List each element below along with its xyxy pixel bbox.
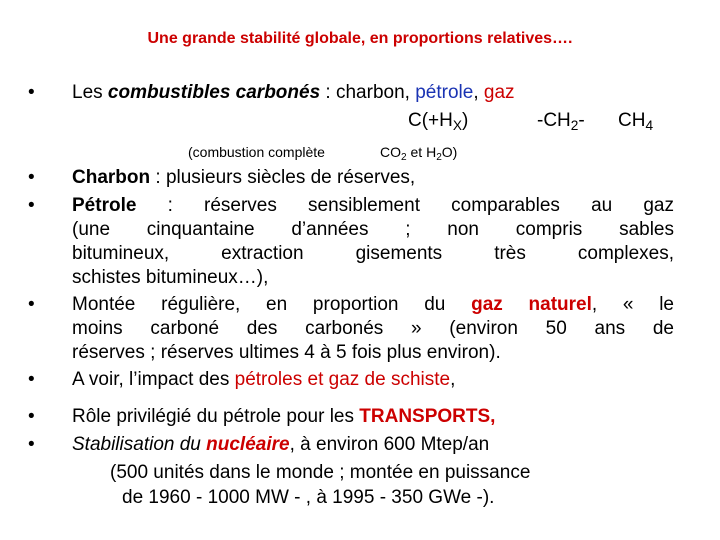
petrole-word: pétrole — [415, 82, 474, 103]
transports-term: TRANSPORTS, — [359, 406, 496, 427]
bullet-marker: • — [28, 294, 35, 315]
bullet-marker: • — [28, 167, 35, 188]
bullet-petrole-line3: bitumineux, extraction gisements très complexes, — [72, 243, 674, 264]
combustion-label: (combustion complète — [188, 144, 325, 160]
bullet-gaz-line2: moins carboné des carbonés » (environ 50 ans de — [72, 318, 674, 339]
bullet-charbon: Charbon : plusieurs siècles de réserves, — [72, 167, 416, 188]
slide-title: Une grande stabilité globale, en proportions relatives…. — [147, 30, 573, 47]
bullet-marker: • — [28, 406, 35, 427]
nucleaire-term: nucléaire — [206, 434, 290, 455]
bullet-nucleaire-line3: de 1960 - 1000 MW - , à 1995 - 350 GWe -). — [122, 487, 495, 508]
bullet-petrole-line4: schistes bitumineux…), — [72, 267, 269, 288]
bullet-marker: • — [28, 82, 35, 103]
bullet-marker: • — [28, 195, 35, 216]
bullet-transports: Rôle privilégié du pétrole pour les TRANSPORTS, — [72, 406, 496, 427]
formula-charbon: $C(+H_X)$ — [408, 110, 469, 134]
bullet-marker: • — [28, 434, 35, 455]
bullet-petrole-line2: (une cinquantaine d’années ; non compris sables — [72, 219, 674, 240]
schiste-term: pétroles et gaz de schiste — [234, 369, 451, 390]
gaz-word: gaz — [483, 82, 515, 103]
combustibles-term: combustibles carbonés — [107, 82, 321, 103]
bullet-nucleaire-line2: (500 unités dans le monde ; montée en puissance — [110, 462, 531, 483]
bullet-schiste: A voir, l’impact des pétroles et gaz de schiste, — [72, 369, 456, 390]
bullet-gaz-line3: réserves ; réserves ultimes 4 à 5 fois plus environ). — [72, 342, 501, 363]
gaz-naturel-term: gaz naturel — [471, 294, 592, 315]
bullet-marker: • — [28, 369, 35, 390]
combustion-products: $CO_2$ et $H_2O$) — [380, 144, 458, 164]
bullet-nucleaire: Stabilisation du nucléaire, à environ 600 Mtep/an — [72, 434, 490, 455]
bullet-combustibles: Les combustibles carbonés : charbon, pétrole, gaz — [72, 82, 515, 103]
formula-gaz: $CH_4$ — [618, 110, 654, 134]
formula-petrole: $-CH_2-$ — [537, 110, 585, 134]
bullet-gaz-line1: Montée régulière, en proportion du gaz naturel, « le — [72, 294, 674, 315]
bullet-petrole-line1: Pétrole : réserves sensiblement comparables au gaz — [72, 195, 674, 216]
